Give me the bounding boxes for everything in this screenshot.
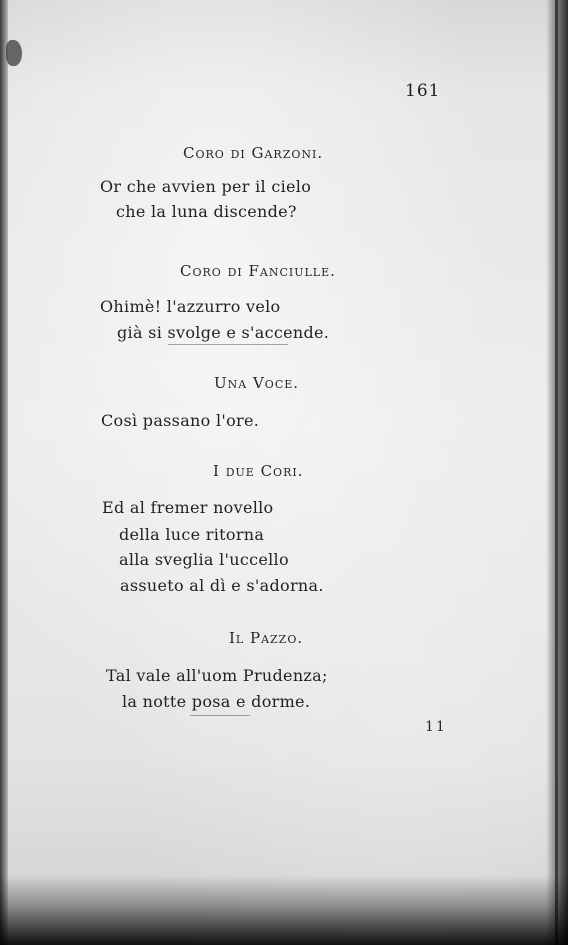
pencil-underline	[168, 344, 288, 345]
heading-coro-di-garzoni: Coro di Garzoni.	[183, 144, 324, 162]
verse-line: già si svolge e s'accende.	[117, 323, 330, 342]
verse-line: la notte posa e dorme.	[122, 692, 311, 711]
verse-line: alla sveglia l'uccello	[119, 550, 289, 569]
page-bottom-shadow	[0, 875, 568, 945]
heading-una-voce: Una Voce.	[214, 374, 300, 392]
verse-line: Ohimè! l'azzurro velo	[100, 297, 281, 316]
verse-line: assueto al dì e s'adorna.	[120, 576, 324, 595]
heading-i-due-cori: I due Cori.	[213, 462, 304, 480]
verse-line: della luce ritorna	[119, 525, 265, 544]
heading-coro-di-fanciulle: Coro di Fanciulle.	[180, 262, 336, 280]
verse-line: Così passano l'ore.	[101, 411, 260, 430]
verse-line: che la luna discende?	[116, 202, 297, 221]
verse-line: Ed al fremer novello	[102, 498, 274, 517]
verse-line: Or che avvien per il cielo	[100, 177, 312, 196]
ink-blot	[6, 40, 22, 66]
signature-mark: 11	[425, 719, 447, 735]
verse-line: Tal vale all'uom Prudenza;	[106, 666, 328, 685]
page-number: 161	[405, 81, 441, 101]
pencil-underline	[190, 715, 250, 716]
page-left-edge	[0, 0, 8, 945]
page-fold-line	[555, 0, 558, 945]
heading-il-pazzo: Il Pazzo.	[229, 629, 304, 647]
